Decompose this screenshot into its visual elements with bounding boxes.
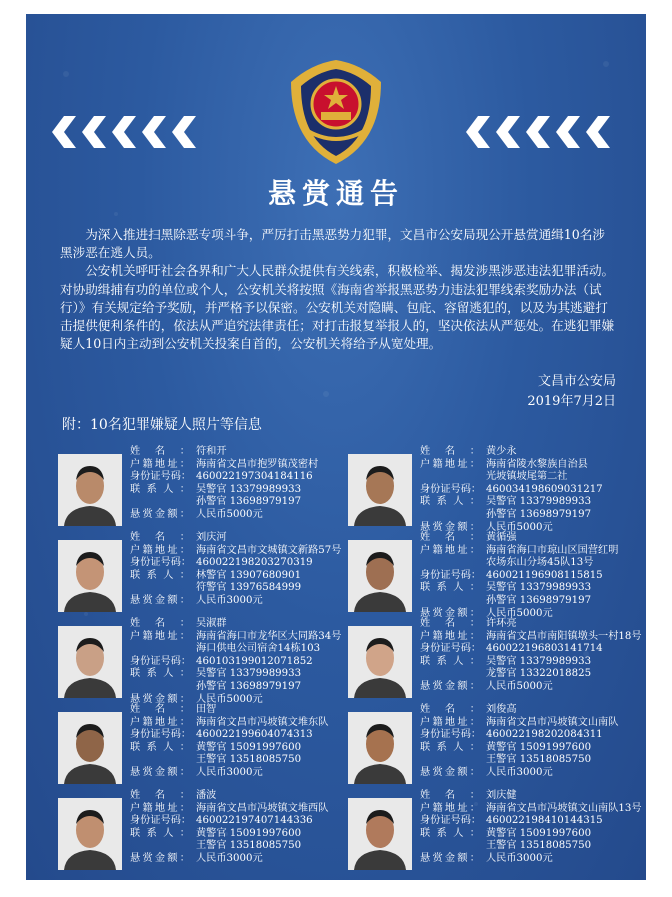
contact-label: 联系人： — [130, 827, 190, 839]
contact-row — [420, 742, 620, 755]
address-row — [130, 717, 330, 730]
name-label: 姓名： — [130, 790, 190, 801]
suspect-card — [48, 704, 330, 784]
page-title: 悬赏通告 — [267, 177, 404, 210]
contact-value: 吴警官 13379989933 — [196, 483, 302, 495]
contact-value: 吴警官 13379989933 — [196, 668, 302, 680]
id-number-value: 460022199604074313 — [196, 729, 313, 741]
name-row — [420, 618, 620, 631]
contact-value: 黄警官 15091997600 — [486, 741, 592, 753]
address-value: 海南省文昌市冯坡镇文山南队 — [486, 716, 619, 728]
address-row — [420, 630, 642, 644]
reward-value: 人民币3000元 — [486, 766, 553, 778]
id-number-value: 460022197407144336 — [196, 815, 313, 827]
contact-value: 黄警官 15091997600 — [486, 827, 592, 839]
address-continued: 光坡镇坡尾第二社 — [486, 471, 568, 483]
appendix-heading: 附：10名犯罪嫌疑人照片等信息 — [62, 417, 262, 433]
notice-paragraph: 公安机关呼吁社会各界和广大人民群众提供有关线索，积极检举、揭发涉黑涉恶违法犯罪活动。对协助缉捕有功的单位或个人，公安机关将按照《海南省举报黑恶势力违法犯罪线索奖励办法（试行）》有关规定给予奖励，并严格予以保密。公安机关对隐瞒、包庇、容留逃犯的，以及为其逃避打击提供便利条件的，依法从严追究法律责任；对打击报复举报人的，坚决依法从严惩处。在逃犯罪嫌疑人10日内主动到公安机关投案自首的，公安机关将给予从宽处理。 — [60, 263, 615, 352]
address-value: 海南省文昌市冯坡镇文山南队13号 — [486, 802, 642, 814]
id-number-row — [130, 656, 330, 669]
name-row — [420, 446, 620, 459]
reward-label: 悬赏金额： — [130, 852, 190, 864]
address-label: 户籍地址： — [420, 802, 480, 814]
name-row — [420, 704, 620, 717]
chevron-right-decoration — [436, 112, 616, 152]
id-number-row — [420, 729, 620, 742]
contact-label: 联系人： — [420, 741, 480, 753]
id-number-row — [420, 643, 620, 656]
reward-row — [130, 853, 330, 866]
name-label: 姓名： — [420, 704, 480, 715]
contact-label: 联系人： — [130, 668, 190, 680]
suspect-card — [338, 446, 620, 533]
notice-paragraph: 为深入推进扫黑除恶专项斗争，严厉打击黑恶势力犯罪，文昌市公安局现公开悬赏通缉10名涉黑涉恶在逃人员。 — [60, 227, 605, 261]
suspect-photo — [348, 712, 412, 784]
contact-label: 联系人： — [420, 496, 480, 508]
name-value: 黄循强 — [486, 532, 517, 543]
contact-secondary: 孙警官 13698979197 — [486, 594, 592, 606]
id-number-label: 身份证号码： — [130, 729, 192, 741]
reward-value: 人民币5000元 — [196, 508, 263, 520]
reward-value: 人民币3000元 — [196, 852, 263, 864]
name-value: 许环亮 — [486, 618, 517, 629]
id-number-row — [130, 471, 330, 484]
name-label: 姓名： — [420, 618, 480, 629]
address-label: 户籍地址： — [420, 544, 480, 556]
wanted-poster — [26, 14, 646, 880]
address-row — [420, 802, 642, 816]
contact-row — [130, 742, 330, 755]
contact-row — [420, 582, 620, 595]
address-value: 海南省文昌市冯坡镇文堆东队 — [196, 716, 329, 728]
name-value: 刘庆健 — [486, 790, 517, 801]
address-value: 海南省文昌市抱罗镇茂密村 — [196, 458, 319, 470]
contact-label: 联系人： — [130, 569, 190, 581]
name-row — [130, 790, 330, 803]
suspect-card — [48, 532, 342, 612]
address-label: 户籍地址： — [130, 544, 190, 556]
name-label: 姓名： — [420, 532, 480, 543]
suspect-info — [420, 790, 642, 866]
contact-secondary: 龙警官 13322018825 — [486, 668, 592, 680]
address-value: 海南省文昌市冯坡镇文堆西队 — [196, 802, 329, 814]
suspect-info — [130, 704, 330, 780]
id-number-row — [420, 570, 620, 583]
address-label: 户籍地址： — [420, 630, 480, 642]
contact-secondary: 孙警官 13698979197 — [196, 496, 302, 508]
name-row — [130, 704, 330, 717]
reward-row — [130, 767, 330, 780]
name-value: 黄少永 — [486, 446, 517, 457]
suspect-info — [420, 532, 620, 620]
contact-row — [130, 570, 330, 583]
name-row — [130, 618, 330, 631]
address-continued: 海口供电公司宿舍14栋103 — [196, 643, 321, 655]
id-number-label: 身份证号码： — [420, 483, 482, 495]
id-number-label: 身份证号码： — [420, 729, 482, 741]
suspect-photo — [348, 454, 412, 526]
reward-value: 人民币3000元 — [486, 852, 553, 864]
reward-row — [420, 767, 620, 780]
suspect-info — [130, 532, 342, 608]
address-row — [130, 459, 330, 472]
address-row — [130, 630, 342, 644]
name-label: 姓名： — [130, 618, 190, 629]
name-row — [130, 532, 330, 545]
address-row — [420, 459, 620, 472]
id-number-value: 460022197304184116 — [196, 471, 313, 483]
suspect-photo — [348, 798, 412, 870]
id-number-row — [130, 557, 330, 570]
name-label: 姓名： — [130, 446, 190, 457]
contact-value: 吴警官 13379989933 — [486, 496, 592, 508]
contact-secondary: 王警官 13518085750 — [196, 754, 302, 766]
address-value: 海南省海口市龙华区大同路34号 — [196, 630, 342, 642]
reward-row — [420, 853, 620, 866]
name-value: 刘庆河 — [196, 532, 227, 543]
id-number-value: 460022198202084311 — [486, 729, 603, 741]
reward-row — [130, 595, 330, 608]
reward-row — [420, 681, 620, 694]
suspect-info — [420, 446, 620, 534]
suspect-card — [338, 790, 642, 870]
suspect-info — [130, 446, 330, 522]
contact-value: 吴警官 13379989933 — [486, 582, 592, 594]
id-number-value: 460103199012071852 — [196, 655, 313, 667]
address-row — [130, 544, 342, 558]
address-value: 海南省文昌市南阳镇墩头一村18号 — [486, 630, 642, 642]
contact-label: 联系人： — [130, 483, 190, 495]
address-row — [420, 717, 620, 730]
notice-body — [60, 226, 616, 353]
contact-row — [420, 496, 620, 509]
name-label: 姓名： — [130, 532, 190, 543]
name-value: 吴淑群 — [196, 618, 227, 629]
id-number-value: 460021196908115815 — [486, 569, 603, 581]
name-row — [130, 446, 330, 459]
reward-label: 悬赏金额： — [420, 852, 480, 864]
name-row — [420, 532, 620, 545]
address-value: 海南省文昌市文城镇文新路57号 — [196, 544, 342, 556]
issue-date: 2019年7月2日 — [527, 394, 616, 409]
suspect-photo — [58, 626, 122, 698]
address-label: 户籍地址： — [420, 458, 480, 470]
chevron-left-decoration — [46, 112, 226, 152]
suspect-photo — [58, 540, 122, 612]
contact-secondary: 符警官 13976584999 — [196, 582, 302, 594]
reward-label: 悬赏金额： — [420, 607, 480, 619]
reward-value: 人民币5000元 — [486, 680, 553, 692]
reward-label: 悬赏金额： — [130, 594, 190, 606]
reward-label: 悬赏金额： — [420, 521, 480, 533]
suspect-info — [130, 618, 342, 706]
reward-label: 悬赏金额： — [130, 766, 190, 778]
contact-label: 联系人： — [420, 582, 480, 594]
id-number-row — [420, 815, 620, 828]
signature-block — [446, 372, 616, 412]
contact-value: 吴警官 13379989933 — [486, 655, 592, 667]
contact-label: 联系人： — [420, 827, 480, 839]
address-value: 海南省陵水黎族自治县 — [486, 458, 588, 470]
id-number-label: 身份证号码： — [130, 815, 192, 827]
contact-value: 黄警官 15091997600 — [196, 741, 302, 753]
reward-value: 人民币5000元 — [486, 521, 553, 533]
suspect-photo — [58, 454, 122, 526]
address-label: 户籍地址： — [130, 802, 190, 814]
contact-secondary: 孙警官 13698979197 — [196, 680, 302, 692]
suspect-card — [48, 618, 342, 705]
name-row — [420, 790, 620, 803]
suspect-photo — [348, 626, 412, 698]
address-value: 海南省海口市琼山区国营红明 — [486, 544, 619, 556]
contact-label: 联系人： — [130, 741, 190, 753]
contact-secondary: 王警官 13518085750 — [486, 840, 592, 852]
address-label: 户籍地址： — [130, 630, 190, 642]
suspect-card — [338, 532, 620, 619]
suspect-info — [420, 618, 642, 694]
name-value: 潘波 — [196, 790, 217, 801]
contact-secondary: 王警官 13518085750 — [196, 840, 302, 852]
suspect-card — [48, 790, 330, 870]
suspect-card — [338, 618, 642, 698]
id-number-label: 身份证号码： — [420, 643, 482, 655]
reward-value: 人民币5000元 — [486, 607, 553, 619]
name-label: 姓名： — [420, 790, 480, 801]
id-number-value: 460034198609031217 — [486, 483, 603, 495]
suspect-info — [130, 790, 330, 866]
suspect-photo — [348, 540, 412, 612]
address-label: 户籍地址： — [420, 716, 480, 728]
contact-row — [130, 668, 330, 681]
contact-row — [420, 828, 620, 841]
name-label: 姓名： — [420, 446, 480, 457]
contact-value: 黄警官 15091997600 — [196, 827, 302, 839]
suspect-card — [338, 704, 620, 784]
reward-value: 人民币3000元 — [196, 766, 263, 778]
suspect-info — [420, 704, 620, 780]
police-emblem-icon — [271, 42, 401, 172]
contact-secondary: 孙警官 13698979197 — [486, 508, 592, 520]
contact-label: 联系人： — [420, 655, 480, 667]
id-number-label: 身份证号码： — [130, 471, 192, 483]
reward-label: 悬赏金额： — [420, 766, 480, 778]
contact-row — [420, 656, 620, 669]
id-number-row — [420, 484, 620, 497]
id-number-value: 460022196803141714 — [486, 643, 603, 655]
contact-secondary: 王警官 13518085750 — [486, 754, 592, 766]
name-value: 刘俊高 — [486, 704, 517, 715]
id-number-row — [130, 729, 330, 742]
reward-label: 悬赏金额： — [420, 680, 480, 692]
reward-label: 悬赏金额： — [130, 693, 190, 705]
id-number-value: 460022198203270319 — [196, 557, 313, 569]
reward-value: 人民币5000元 — [196, 693, 263, 705]
issuing-organization: 文昌市公安局 — [537, 374, 616, 389]
address-label: 户籍地址： — [130, 716, 190, 728]
reward-value: 人民币3000元 — [196, 594, 263, 606]
address-label: 户籍地址： — [130, 458, 190, 470]
reward-row — [130, 509, 330, 522]
address-continued: 农场东山分场45队13号 — [486, 557, 594, 569]
contact-row — [130, 828, 330, 841]
name-value: 符和开 — [196, 446, 227, 457]
reward-label: 悬赏金额： — [130, 508, 190, 520]
id-number-label: 身份证号码： — [130, 655, 192, 667]
id-number-label: 身份证号码： — [420, 815, 482, 827]
suspect-photo — [58, 712, 122, 784]
address-row — [130, 803, 330, 816]
id-number-value: 460022198410144315 — [486, 815, 603, 827]
suspect-photo — [58, 798, 122, 870]
id-number-row — [130, 815, 330, 828]
contact-row — [130, 484, 330, 497]
suspect-card — [48, 446, 330, 526]
id-number-label: 身份证号码： — [130, 557, 192, 569]
name-value: 田智 — [196, 704, 217, 715]
name-label: 姓名： — [130, 704, 190, 715]
address-row — [420, 545, 620, 558]
id-number-label: 身份证号码： — [420, 569, 482, 581]
contact-value: 林警官 13907680901 — [196, 569, 302, 581]
